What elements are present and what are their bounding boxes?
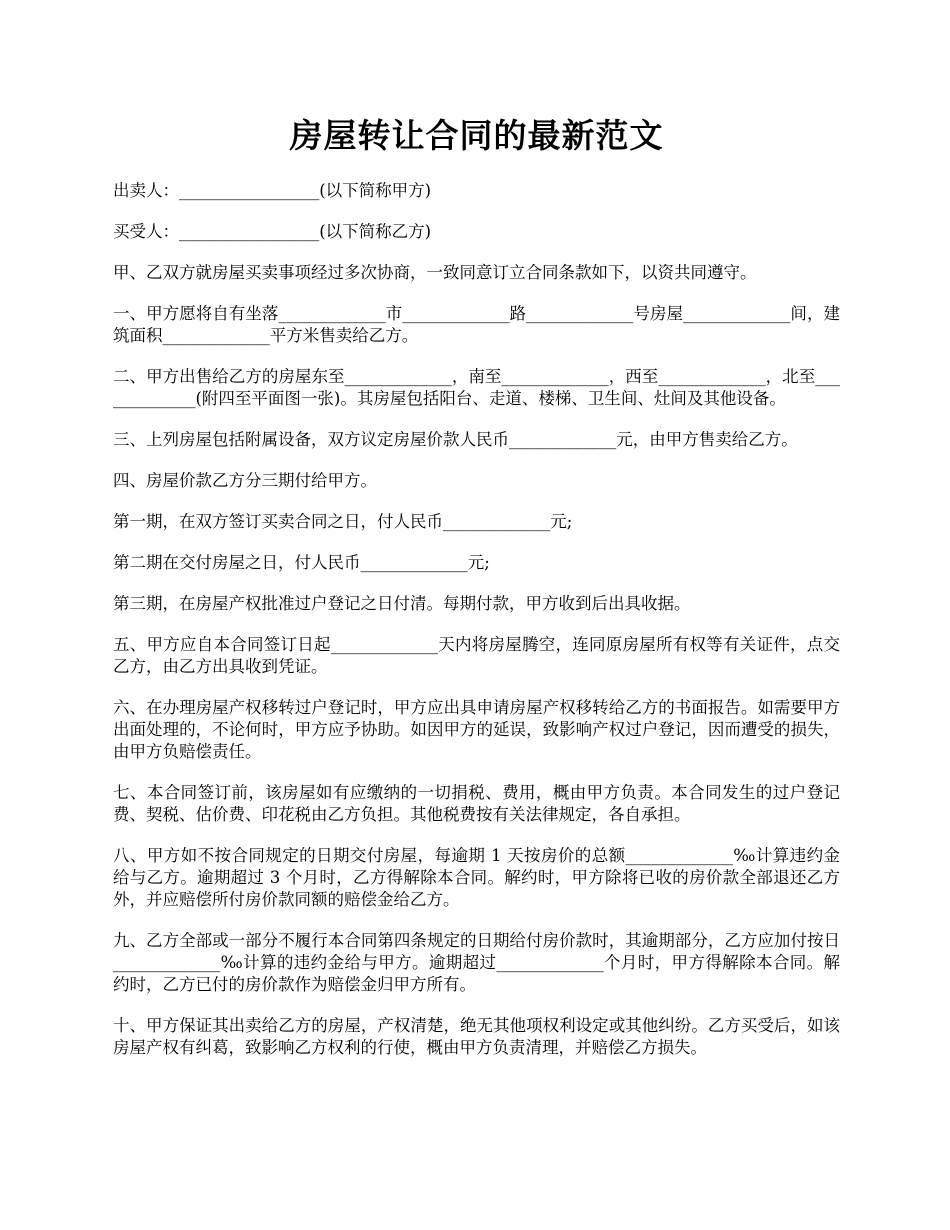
payment-phase-3 [113,593,840,615]
paragraph-seller [113,180,840,202]
clause-7 [113,782,840,826]
paragraph-text: 九、乙方全部或一部分不履行本合同第四条规定的日期给付房价款时，其逾期部分，乙方应加付按日_____________‰计算的违约金给与甲方。逾期超过_____________个月时，甲方得解除本合同。解约时，乙方已付的房价款作为赔偿金归甲方所有。 [113,931,840,994]
clause-4 [113,470,840,492]
payment-phase-2 [113,552,840,574]
paragraph-text: 七、本合同签订前，该房屋如有应缴纳的一切捐税、费用，概由甲方负责。本合同发生的过户登记费、契税、估价费、印花税由乙方负担。其他税费按有关法律规定，各自承担。 [113,783,840,824]
document-page [113,110,840,1078]
paragraph-text: 出卖人：_________________(以下简称甲方) [113,181,432,200]
paragraph-text: 一、甲方愿将自有坐落_____________市_____________路_____________号房屋_____________间，建筑面积_____________平方米售卖给乙方。 [113,304,840,345]
clause-6 [113,697,840,763]
clause-10 [113,1015,840,1059]
clause-1 [113,303,840,347]
paragraph-text: 买受人：_________________(以下简称乙方) [113,222,432,241]
paragraph-text: 二、甲方出售给乙方的房屋东至_____________，南至_____________，西至_____________，北至_____________(附四至平面图一张)。其房屋包括阳台、走道、楼梯、卫生间、灶间及其他设备。 [113,367,840,408]
paragraph-text: 八、甲方如不按合同规定的日期交付房屋，每逾期 1 天按房价的总额_____________‰计算违约金给与乙方。逾期超过 3 个月时，乙方得解除本合同。解约时，甲方除将已收的房价款全部退还乙方外，并应赔偿所付房价款同额的赔偿金给乙方。 [113,846,840,909]
paragraph-text: 三、上列房屋包括附属设备，双方议定房屋价款人民币_____________元，由甲方售卖给乙方。 [113,430,798,449]
paragraph-text: 第三期，在房屋产权批准过户登记之日付清。每期付款，甲方收到后出具收据。 [113,594,691,613]
paragraph-text: 甲、乙双方就房屋买卖事项经过多次协商，一致同意订立合同条款如下，以资共同遵守。 [113,263,757,282]
paragraph-buyer [113,221,840,243]
document-title: 房屋转让合同的最新范文 [289,116,664,155]
clause-9 [113,930,840,996]
paragraph-text: 第二期在交付房屋之日，付人民币_____________元; [113,553,490,572]
paragraph-text: 第一期，在双方签订买卖合同之日，付人民币_____________元; [113,512,573,531]
payment-phase-1 [113,511,840,533]
clause-3 [113,429,840,451]
clause-8 [113,845,840,911]
clause-2 [113,366,840,410]
paragraph-text: 四、房屋价款乙方分三期付给甲方。 [113,471,377,490]
paragraph-text: 十、甲方保证其出卖给乙方的房屋，产权清楚，绝无其他项权利设定或其他纠纷。乙方买受后，如该房屋产权有纠葛，致影响乙方权利的行使，概由甲方负责清理，并赔偿乙方损失。 [113,1016,840,1057]
clause-5 [113,634,840,678]
paragraph-text: 六、在办理房屋产权移转过户登记时，甲方应出具申请房屋产权移转给乙方的书面报告。如需要甲方出面处理的，不论何时，甲方应予协助。如因甲方的延误，致影响产权过户登记，因而遭受的损失，由甲方负赔偿责任。 [113,698,840,761]
paragraph-preamble [113,262,840,284]
paragraph-text: 五、甲方应自本合同签订日起_____________天内将房屋腾空，连同原房屋所有权等有关证件，点交乙方，由乙方出具收到凭证。 [113,635,840,676]
